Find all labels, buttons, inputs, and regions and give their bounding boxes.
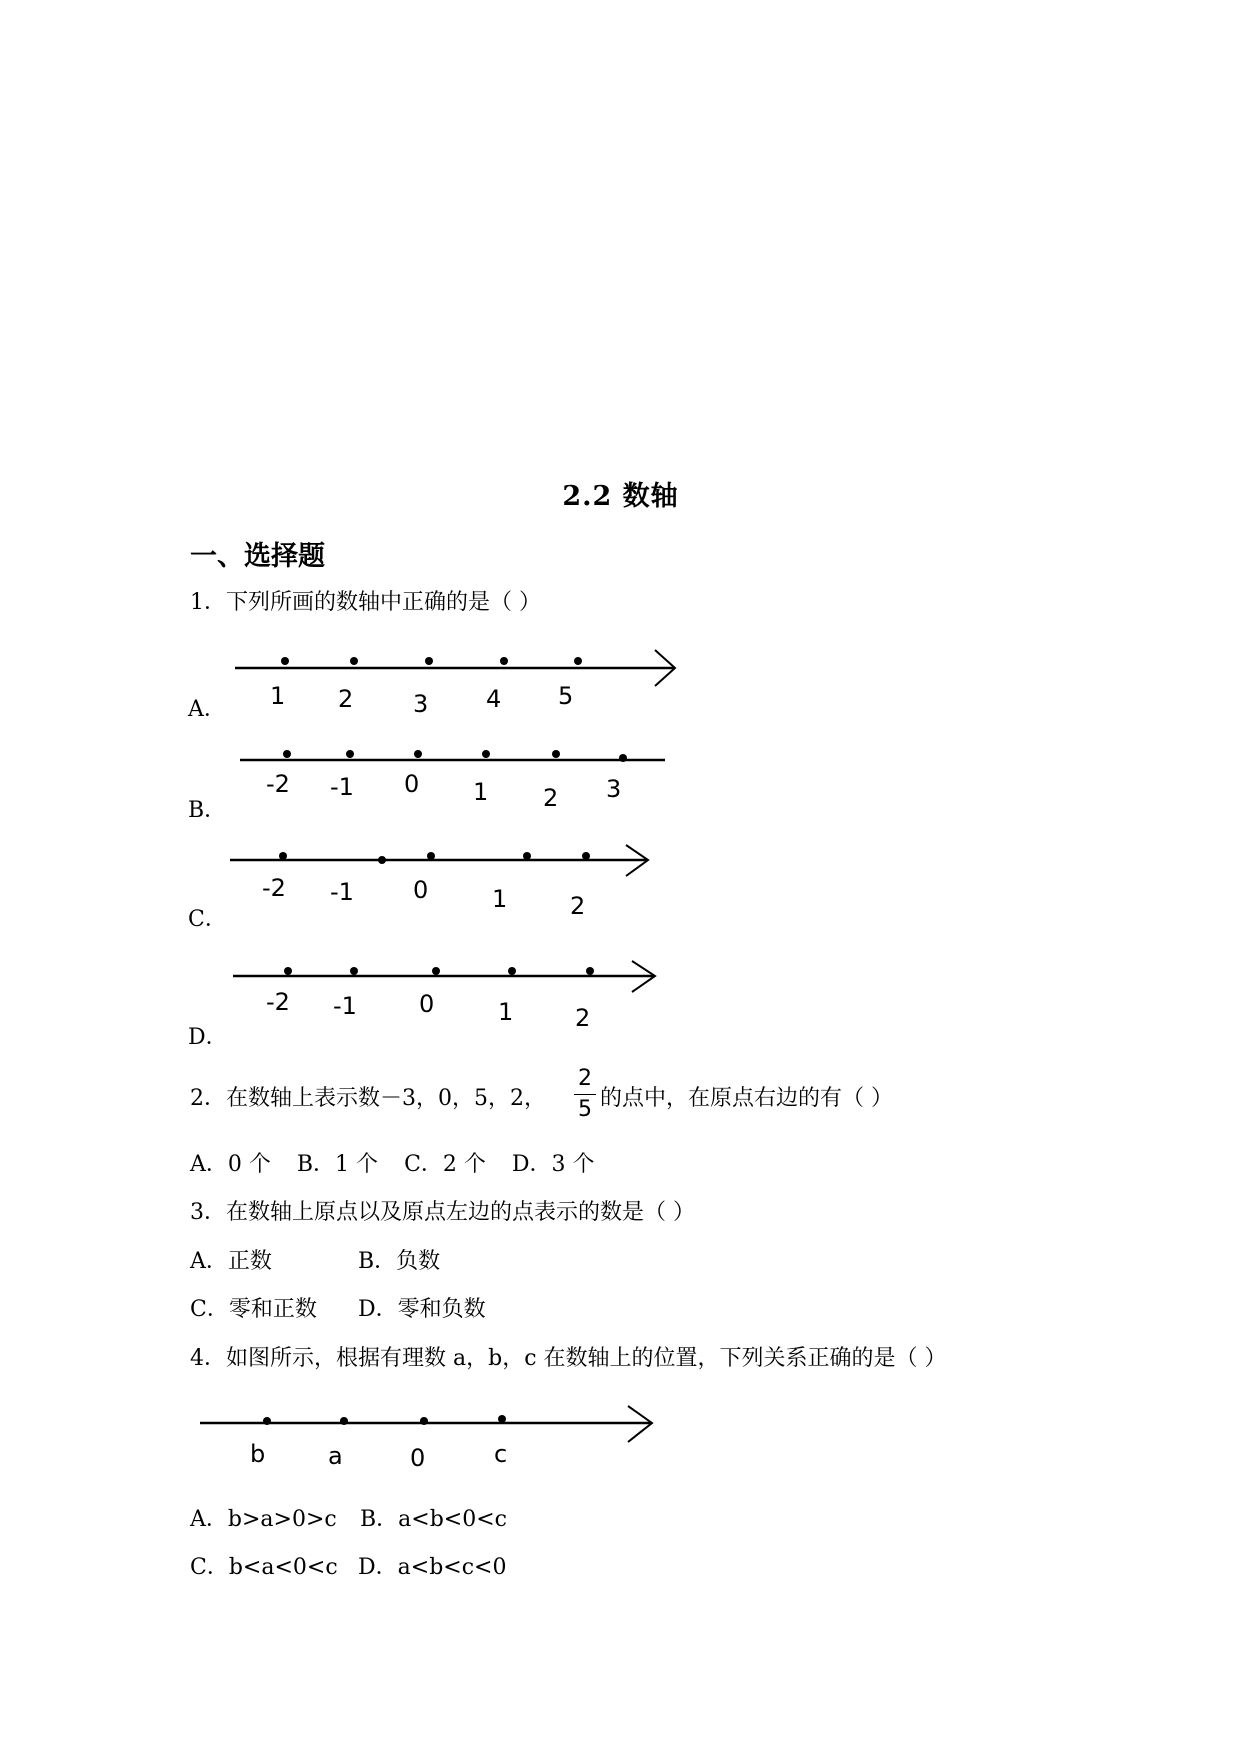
q4-stem: 4．如图所示，根据有理数 a，b，c 在数轴上的位置，下列关系正确的是（ ） [190, 1346, 947, 1371]
axis-point [586, 967, 594, 975]
q3-option-d[interactable]: D．零和负数 [358, 1297, 486, 1322]
axis-point [284, 967, 292, 975]
q2-option-a[interactable]: A．0 个 [190, 1152, 271, 1177]
axis-point [432, 967, 440, 975]
q4-option-d[interactable]: D．a<b<c<0 [358, 1555, 507, 1580]
tick-label: -2 [266, 988, 290, 1016]
q2-fraction [574, 1066, 596, 1123]
axis-point [523, 852, 531, 860]
tick-label: a [328, 1442, 343, 1470]
q2-option-c[interactable]: C．2 个 [404, 1152, 486, 1177]
tick-label: -1 [333, 992, 357, 1020]
tick-label: -1 [330, 773, 354, 801]
page-title: 2.2 数轴 [562, 481, 679, 512]
tick-label: -2 [266, 770, 290, 798]
tick-label: 1 [498, 998, 514, 1026]
tick-label: 3 [413, 690, 429, 718]
tick-label: 1 [473, 778, 489, 806]
axis-point [350, 967, 358, 975]
tick-label: 2 [338, 685, 354, 713]
q2-stem-after: 的点中，在原点右边的有（ ） [600, 1086, 893, 1111]
axis-point [420, 1417, 428, 1425]
q3-option-a[interactable]: A．正数 [190, 1249, 272, 1274]
tick-label: 0 [419, 990, 435, 1018]
tick-label: 2 [570, 892, 586, 920]
tick-label: 1 [270, 682, 286, 710]
tick-label: b [250, 1440, 266, 1468]
axis-point [619, 754, 627, 762]
q3-stem: 3．在数轴上原点以及原点左边的点表示的数是（ ） [190, 1200, 695, 1225]
tick-label: -1 [330, 878, 354, 906]
tick-label: -2 [262, 874, 286, 902]
fraction-bar [574, 1094, 596, 1095]
axis-point [500, 657, 508, 665]
tick-label: 2 [575, 1004, 591, 1032]
q4-option-a[interactable]: A．b>a>0>c [190, 1507, 337, 1532]
axis-point [281, 657, 289, 665]
axis-point [350, 657, 358, 665]
fraction-numerator: 2 [578, 1066, 592, 1091]
tick-label: 0 [413, 876, 429, 904]
tick-label: 2 [543, 784, 559, 812]
axis-point [582, 852, 590, 860]
q1-stem: 1．下列所画的数轴中正确的是（ ） [190, 590, 541, 615]
tick-label: 4 [486, 685, 502, 713]
axis-point [263, 1417, 271, 1425]
q2-options [190, 1150, 595, 1180]
tick-label: 0 [404, 770, 420, 798]
q1-option-b-label[interactable]: B． [188, 798, 227, 823]
axis-point [427, 852, 435, 860]
q2-option-b[interactable]: B．1 个 [296, 1152, 379, 1177]
q1-option-a-label[interactable]: A． [188, 697, 226, 722]
axis-point [552, 750, 560, 758]
axis-point [425, 657, 433, 665]
axis-point [279, 852, 287, 860]
fraction-denominator: 5 [578, 1097, 592, 1122]
tick-label: 3 [606, 775, 622, 803]
tick-label: c [494, 1440, 508, 1468]
axis-point [346, 750, 354, 758]
q4-option-c[interactable]: C．b<a<0<c [190, 1555, 338, 1580]
q1-option-d-label[interactable]: D． [188, 1025, 228, 1050]
q3-option-c[interactable]: C．零和正数 [190, 1297, 317, 1322]
axis-point [574, 657, 582, 665]
axis-point [378, 856, 386, 864]
tick-label: 0 [410, 1444, 426, 1472]
section-heading: 一、选择题 [190, 541, 325, 572]
tick-label: 5 [558, 682, 574, 710]
tick-label: 1 [492, 885, 508, 913]
axis-point [414, 750, 422, 758]
q3-option-b[interactable]: B．负数 [358, 1249, 441, 1274]
axis-point [283, 750, 291, 758]
axis-point [498, 1415, 506, 1423]
q4-option-b[interactable]: B．a<b<0<c [360, 1507, 507, 1532]
q2-stem-before: 2．在数轴上表示数－3，0，5，2， [190, 1086, 546, 1111]
axis-point [508, 967, 516, 975]
q1-option-c-label[interactable]: C． [188, 907, 227, 932]
axis-point [482, 750, 490, 758]
q2-option-d[interactable]: D．3 个 [511, 1152, 595, 1177]
axis-point [340, 1417, 348, 1425]
